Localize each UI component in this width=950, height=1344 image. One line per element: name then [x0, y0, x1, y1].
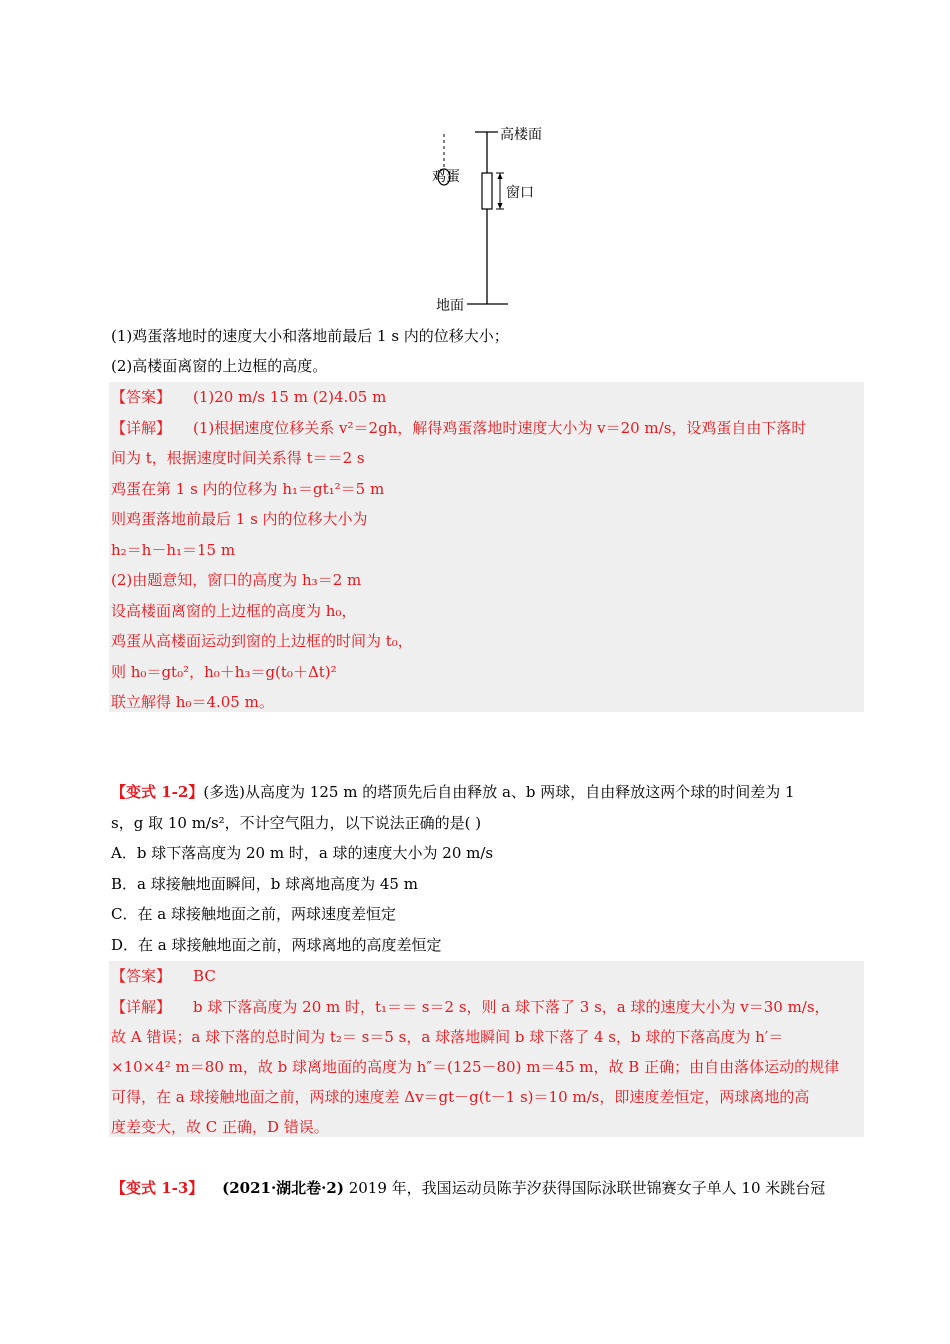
variant-tag: 【变式 1-2】 — [111, 783, 204, 801]
question-2-stem-line-2: s，g 取 10 m/s²，不计空气阻力，以下说法正确的是( ) — [111, 814, 482, 832]
detail-line-3: 鸡蛋在第 1 s 内的位移为 h₁＝gt₁²＝5 m — [111, 480, 385, 498]
detail-2-line-1 — [111, 997, 830, 1017]
answer-text: BC — [193, 967, 216, 985]
question-2-text: (多选)从高度为 125 m 的塔顶先后自由释放 a、b 两球，自由释放这两个球的时间差为 1 — [203, 783, 795, 801]
detail-line-2: 间为 t，根据速度时间关系得 t＝＝2 s — [111, 449, 365, 467]
detail-line-9: 则 h₀＝gt₀²，h₀＋h₃＝g(t₀＋Δt)² — [111, 663, 337, 681]
detail-line-4: 则鸡蛋落地前最后 1 s 内的位移大小为 — [111, 510, 368, 528]
falling-egg-diagram — [420, 120, 580, 320]
answer-tag: 【答案】 — [111, 388, 172, 406]
detail-2-line-4: 可得，在 a 球接触地面之前，两球的速度差 Δv＝gt－g(t－1 s)＝10 m/s，即速度差恒定，两球离地的高 — [111, 1088, 810, 1106]
question-part-2: (2)高楼面离窗的上边框的高度。 — [111, 357, 328, 375]
question-part-1: (1)鸡蛋落地时的速度大小和落地前最后 1 s 内的位移大小； — [111, 327, 509, 345]
answer-text: (1)20 m/s 15 m (2)4.05 m — [193, 388, 387, 406]
detail-2-line-3: ×10×4² m＝80 m，故 b 球离地面的高度为 h″＝(125－80) m＝45 m，故 B 正确；由自由落体运动的规律 — [111, 1058, 840, 1076]
option-d: D．在 a 球接触地面之前，两球离地的高度差恒定 — [111, 936, 442, 954]
detail-tag: 【详解】 — [111, 419, 172, 437]
diagram-lines — [420, 120, 580, 320]
question-3-stem-line-1 — [111, 1178, 825, 1198]
detail-line-7: 设高楼面离窗的上边框的高度为 h₀， — [111, 602, 357, 620]
ground-label: 地面 — [436, 298, 464, 314]
window-label: 窗口 — [506, 185, 534, 201]
detail-line-5: h₂＝h－h₁＝15 m — [111, 541, 236, 559]
question-2-stem-line-1 — [111, 782, 795, 802]
egg-label: 鸡蛋 — [432, 169, 460, 185]
answer-block-2 — [109, 961, 864, 1137]
option-a: A．b 球下落高度为 20 m 时，a 球的速度大小为 20 m/s — [111, 844, 494, 862]
answer-line-2 — [111, 966, 216, 986]
detail-tag: 【详解】 — [111, 998, 172, 1016]
detail-line-10: 联立解得 h₀＝4.05 m。 — [111, 693, 274, 711]
exam-source: (2021·湖北卷·2) — [222, 1179, 344, 1197]
question-3-text: 2019 年，我国运动员陈芋汐获得国际泳联世锦赛女子单人 10 米跳台冠 — [348, 1179, 826, 1197]
detail-2-line-5: 度差变大，故 C 正确，D 错误。 — [111, 1118, 329, 1136]
detail-text: b 球下落高度为 20 m 时，t₁＝＝ s＝2 s，则 a 球下落了 3 s，a 球的速度大小为 v＝30 m/s， — [193, 998, 830, 1016]
top-floor-label: 高楼面 — [500, 127, 542, 143]
detail-line-1 — [111, 418, 806, 438]
answer-tag: 【答案】 — [111, 967, 172, 985]
option-c: C．在 a 球接触地面之前，两球速度差恒定 — [111, 905, 396, 923]
variant-tag: 【变式 1-3】 — [111, 1179, 204, 1197]
detail-2-line-2: 故 A 错误；a 球下落的总时间为 t₂＝ s＝5 s，a 球落地瞬间 b 球下落了 4 s，b 球的下落高度为 h′＝ — [111, 1028, 784, 1046]
option-b: B．a 球接触地面瞬间，b 球离地高度为 45 m — [111, 875, 418, 893]
detail-line-6: (2)由题意知，窗口的高度为 h₃＝2 m — [111, 571, 362, 589]
detail-line-8: 鸡蛋从高楼面运动到窗的上边框的时间为 t₀， — [111, 632, 413, 650]
detail-text: (1)根据速度位移关系 v²＝2gh，解得鸡蛋落地时速度大小为 v＝20 m/s，设鸡蛋自由下落时 — [193, 419, 807, 437]
answer-line-1 — [111, 387, 386, 407]
